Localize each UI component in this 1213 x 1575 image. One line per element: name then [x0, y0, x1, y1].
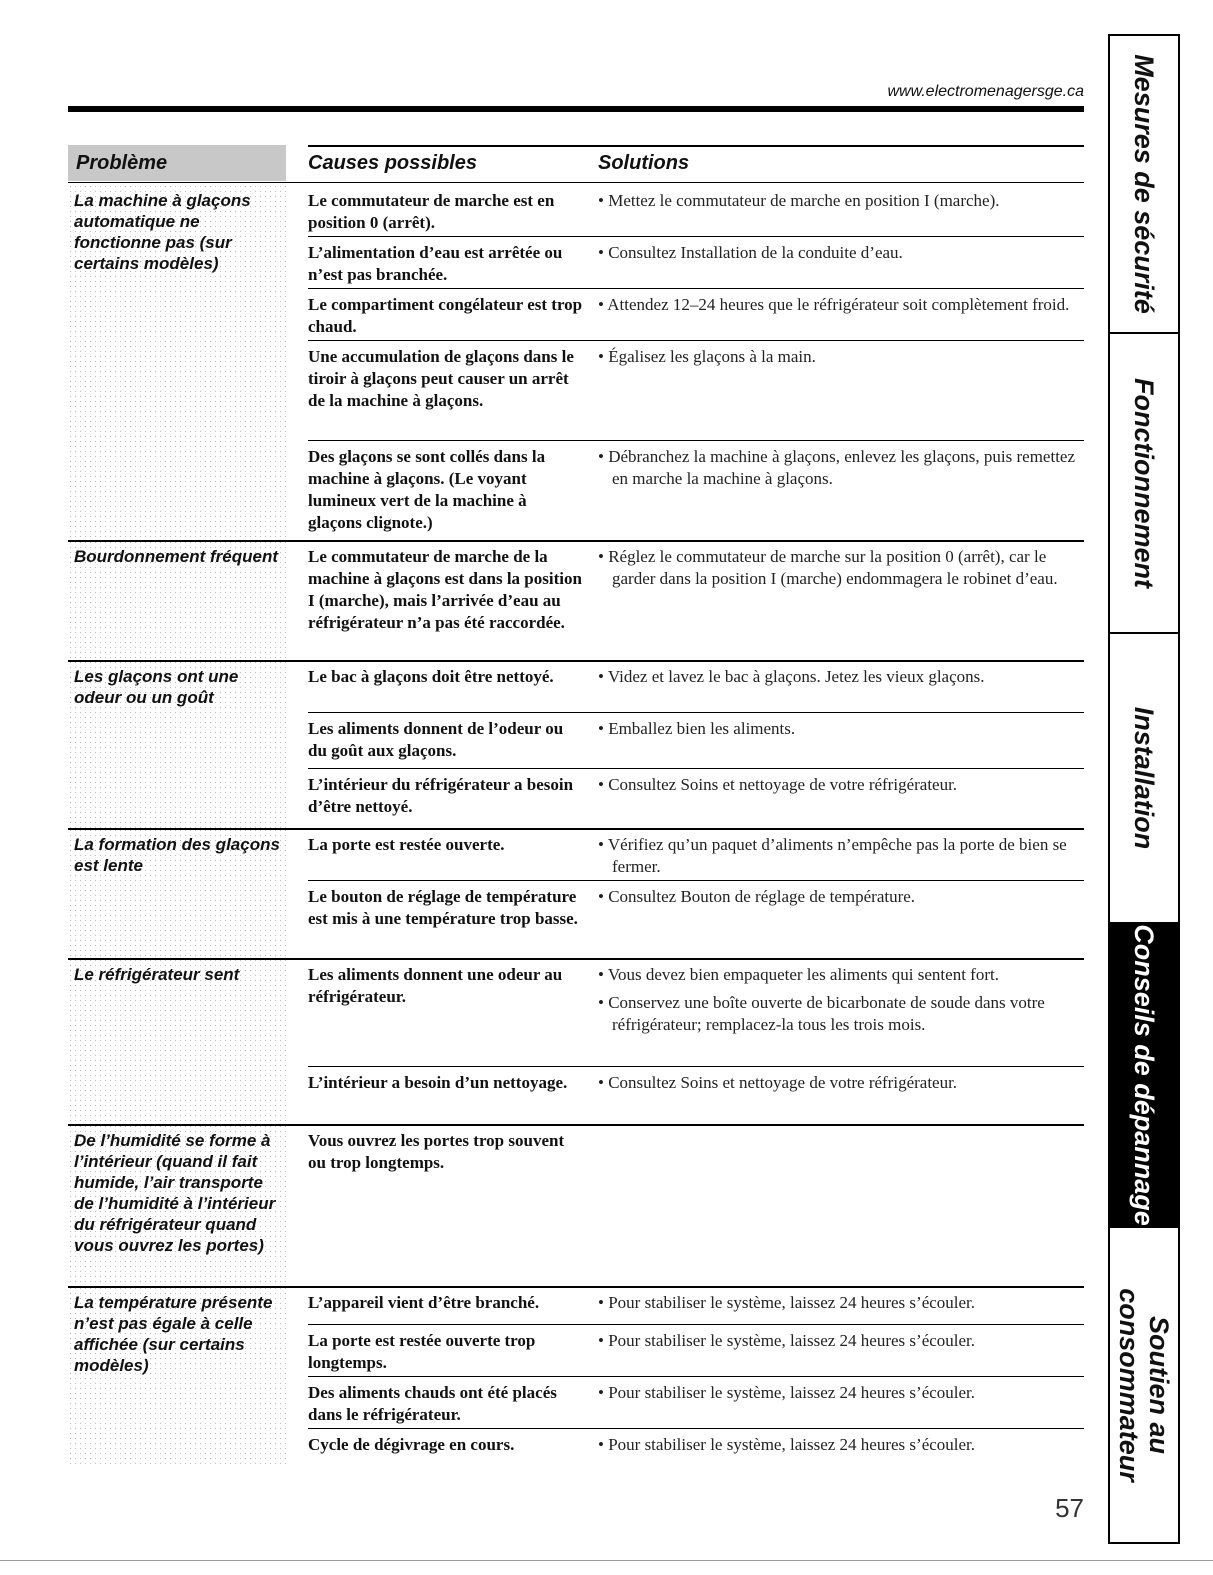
solution-cell — [598, 1072, 1088, 1100]
bullet-icon: • — [598, 191, 609, 210]
bullet-icon: • — [598, 993, 609, 1012]
row-rule — [308, 440, 1084, 441]
website-url: www.electromenagersge.ca — [887, 83, 1084, 100]
tab-label: Installation — [1129, 706, 1159, 850]
row-rule — [308, 712, 1084, 713]
tab-troubleshooting[interactable] — [1110, 924, 1178, 1228]
bullet-icon: • — [598, 775, 609, 794]
cause-text: Les aliments donnent de l’odeur ou du goût aux glaçons. — [308, 719, 564, 760]
bullet-icon: • — [598, 835, 608, 854]
solution-item — [598, 1382, 1088, 1404]
solution-text: Égalisez les glaçons à la main. — [608, 347, 816, 366]
tab-label: Mesures de sécurité — [1129, 54, 1159, 314]
solution-text: Emballez bien les aliments. — [608, 719, 796, 738]
cause-text: La porte est restée ouverte. — [308, 835, 505, 854]
row-rule — [308, 340, 1084, 341]
tab-consumer-support[interactable] — [1110, 1228, 1178, 1542]
solution-cell — [598, 446, 1088, 496]
problem-group — [68, 958, 1084, 1124]
problem-group — [68, 828, 1084, 958]
solution-item — [598, 1434, 1088, 1456]
cause-text: Le bouton de réglage de température est mis à une température trop basse. — [308, 887, 578, 928]
section-sidebar — [1108, 34, 1180, 1544]
bullet-icon: • — [598, 965, 608, 984]
row-rule — [308, 1428, 1084, 1429]
solution-item — [598, 774, 1088, 796]
bullet-icon: • — [598, 887, 609, 906]
cause-text: Cycle de dégivrage en cours. — [308, 1435, 515, 1454]
solution-text: Réglez le commutateur de marche sur la position 0 (arrêt), car le garder dans la position I (marche) endommagera le robinet d’eau. — [608, 547, 1058, 588]
problem-label: La machine à glaçons automatique ne fonctionne pas (sur certains modèles) — [68, 184, 286, 540]
bullet-icon: • — [598, 1331, 609, 1350]
solution-item — [598, 1330, 1088, 1352]
bullet-icon: • — [598, 295, 608, 314]
cause-text: Des glaçons se sont collés dans la machine à glaçons. (Le voyant lumineux vert de la machine à glaçons clignote.) — [308, 447, 546, 532]
solution-cell — [598, 964, 1088, 1042]
tab-label: Conseils de dépannage — [1129, 924, 1159, 1226]
tab-label: Soutien au consommateur — [1114, 1288, 1174, 1482]
cause-text: L’alimentation d’eau est arrêtée ou n’est pas branchée. — [308, 243, 563, 284]
solution-text: Attendez 12–24 heures que le réfrigérateur soit complètement froid. — [607, 295, 1070, 314]
cause-text: Vous ouvrez les portes trop souvent ou trop longtemps. — [308, 1131, 565, 1172]
solution-text: Consultez Installation de la conduite d’eau. — [608, 243, 903, 262]
problem-label: Les glaçons ont une odeur ou un goût — [68, 660, 286, 828]
solution-text: Pour stabiliser le système, laissez 24 heures s’écouler. — [608, 1383, 976, 1402]
header-causes: Causes possibles — [308, 152, 477, 174]
solution-cell — [598, 886, 1088, 914]
header-problem: Problème — [68, 145, 286, 181]
solution-cell — [598, 1382, 1088, 1410]
solution-item — [598, 546, 1088, 590]
solution-item — [598, 1292, 1088, 1314]
solution-item — [598, 294, 1088, 316]
solution-cell — [598, 774, 1088, 802]
cause-text: L’intérieur a besoin d’un nettoyage. — [308, 1073, 568, 1092]
tab-installation[interactable] — [1110, 634, 1178, 924]
bullet-icon: • — [598, 547, 609, 566]
bullet-icon: • — [598, 243, 609, 262]
bullet-icon: • — [598, 447, 609, 466]
problem-label: Le réfrigérateur sent — [68, 958, 286, 1124]
cause-text: Le bac à glaçons doit être nettoyé. — [308, 667, 554, 686]
solution-item — [598, 886, 1088, 908]
solution-item — [598, 834, 1088, 878]
bullet-icon: • — [598, 1073, 609, 1092]
solution-item — [598, 190, 1088, 212]
tab-safety[interactable] — [1110, 36, 1178, 334]
solution-text: Consultez Soins et nettoyage de votre réfrigérateur. — [608, 1073, 958, 1092]
solution-cell — [598, 666, 1088, 694]
solution-item — [598, 242, 1088, 264]
top-rule — [68, 106, 1084, 112]
problem-label: Bourdonnement fréquent — [68, 540, 286, 660]
solution-text: Consultez Bouton de réglage de température. — [608, 887, 916, 906]
solution-item — [598, 992, 1088, 1036]
bullet-icon: • — [598, 719, 609, 738]
cause-text: L’appareil vient d’être branché. — [308, 1293, 540, 1312]
solution-text: Vérifiez qu’un paquet d’aliments n’empêche pas la porte de bien se fermer. — [607, 835, 1067, 876]
bullet-icon: • — [598, 1435, 609, 1454]
problem-label: De l’humidité se forme à l’intérieur (quand il fait humide, l’air transporte de l’humidité à l’intérieur du réfrigérateur quand vous ouvrez les portes) — [68, 1124, 286, 1286]
problem-group — [68, 1124, 1084, 1286]
tab-operation[interactable] — [1110, 334, 1178, 634]
solution-text: Consultez Soins et nettoyage de votre réfrigérateur. — [608, 775, 958, 794]
solution-text: Pour stabiliser le système, laissez 24 heures s’écouler. — [608, 1435, 976, 1454]
problem-label: La température présente n’est pas égale à celle affichée (sur certains modèles) — [68, 1286, 286, 1466]
row-rule — [308, 1066, 1084, 1067]
bullet-icon: • — [598, 667, 608, 686]
solution-text: Mettez le commutateur de marche en position I (marche). — [608, 191, 1000, 210]
solution-item — [598, 964, 1088, 986]
solution-item — [598, 718, 1088, 740]
solution-cell — [598, 834, 1088, 884]
row-rule — [308, 236, 1084, 237]
row-rule — [308, 1324, 1084, 1325]
solution-cell — [598, 346, 1088, 374]
solution-cell — [598, 1434, 1088, 1462]
solution-item — [598, 446, 1088, 490]
cause-text: Des aliments chauds ont été placés dans le réfrigérateur. — [308, 1383, 557, 1424]
problem-label: La formation des glaçons est lente — [68, 828, 286, 958]
header-bottom-rule — [68, 182, 1084, 183]
solution-cell — [598, 718, 1088, 746]
solution-text: Pour stabiliser le système, laissez 24 heures s’écouler. — [608, 1331, 976, 1350]
solution-cell — [598, 190, 1088, 218]
solution-item — [598, 346, 1088, 368]
row-rule — [308, 880, 1084, 881]
cause-text: Une accumulation de glaçons dans le tiroir à glaçons peut causer un arrêt de la machine à glaçons. — [308, 347, 574, 410]
cause-text: Les aliments donnent une odeur au réfrigérateur. — [308, 965, 563, 1006]
problem-group — [68, 660, 1084, 828]
bullet-icon: • — [598, 1293, 609, 1312]
cause-text: La porte est restée ouverte trop longtemps. — [308, 1331, 536, 1372]
row-rule — [308, 288, 1084, 289]
solution-text: Conservez une boîte ouverte de bicarbonate de soude dans votre réfrigérateur; remplacez-la tous les trois mois. — [608, 993, 1045, 1034]
cause-text: Le commutateur de marche est en position 0 (arrêt). — [308, 191, 555, 232]
cause-text: Le commutateur de marche de la machine à glaçons est dans la position I (marche), mais l’arrivée d’eau au réfrigérateur n’a pas été raccordée. — [308, 547, 582, 632]
row-rule — [308, 768, 1084, 769]
solution-item — [598, 1072, 1088, 1094]
solution-item — [598, 666, 1088, 688]
cause-text: Le compartiment congélateur est trop chaud. — [308, 295, 583, 336]
page-number: 57 — [1055, 1493, 1084, 1523]
bottom-rule — [0, 1560, 1213, 1561]
solution-text: Vous devez bien empaqueter les aliments qui sentent fort. — [607, 965, 999, 984]
header-solutions: Solutions — [598, 152, 690, 174]
solution-cell — [598, 294, 1088, 322]
solution-cell — [598, 1292, 1088, 1320]
cause-text: L’intérieur du réfrigérateur a besoin d’être nettoyé. — [308, 775, 574, 816]
row-rule — [308, 1376, 1084, 1377]
solution-cell — [598, 1330, 1088, 1358]
solution-cell — [598, 546, 1088, 596]
solution-text: Pour stabiliser le système, laissez 24 heures s’écouler. — [608, 1293, 976, 1312]
bullet-icon: • — [598, 347, 609, 366]
bullet-icon: • — [598, 1383, 609, 1402]
solution-text: Videz et lavez le bac à glaçons. Jetez les vieux glaçons. — [607, 667, 985, 686]
tab-label: Fonctionnement — [1129, 378, 1159, 588]
solution-text: Débranchez la machine à glaçons, enlevez les glaçons, puis remettez en marche la machine à glaçons. — [608, 447, 1076, 488]
problem-group — [68, 184, 1084, 540]
problem-group — [68, 540, 1084, 660]
solution-cell — [598, 242, 1088, 270]
problem-group — [68, 1286, 1084, 1466]
